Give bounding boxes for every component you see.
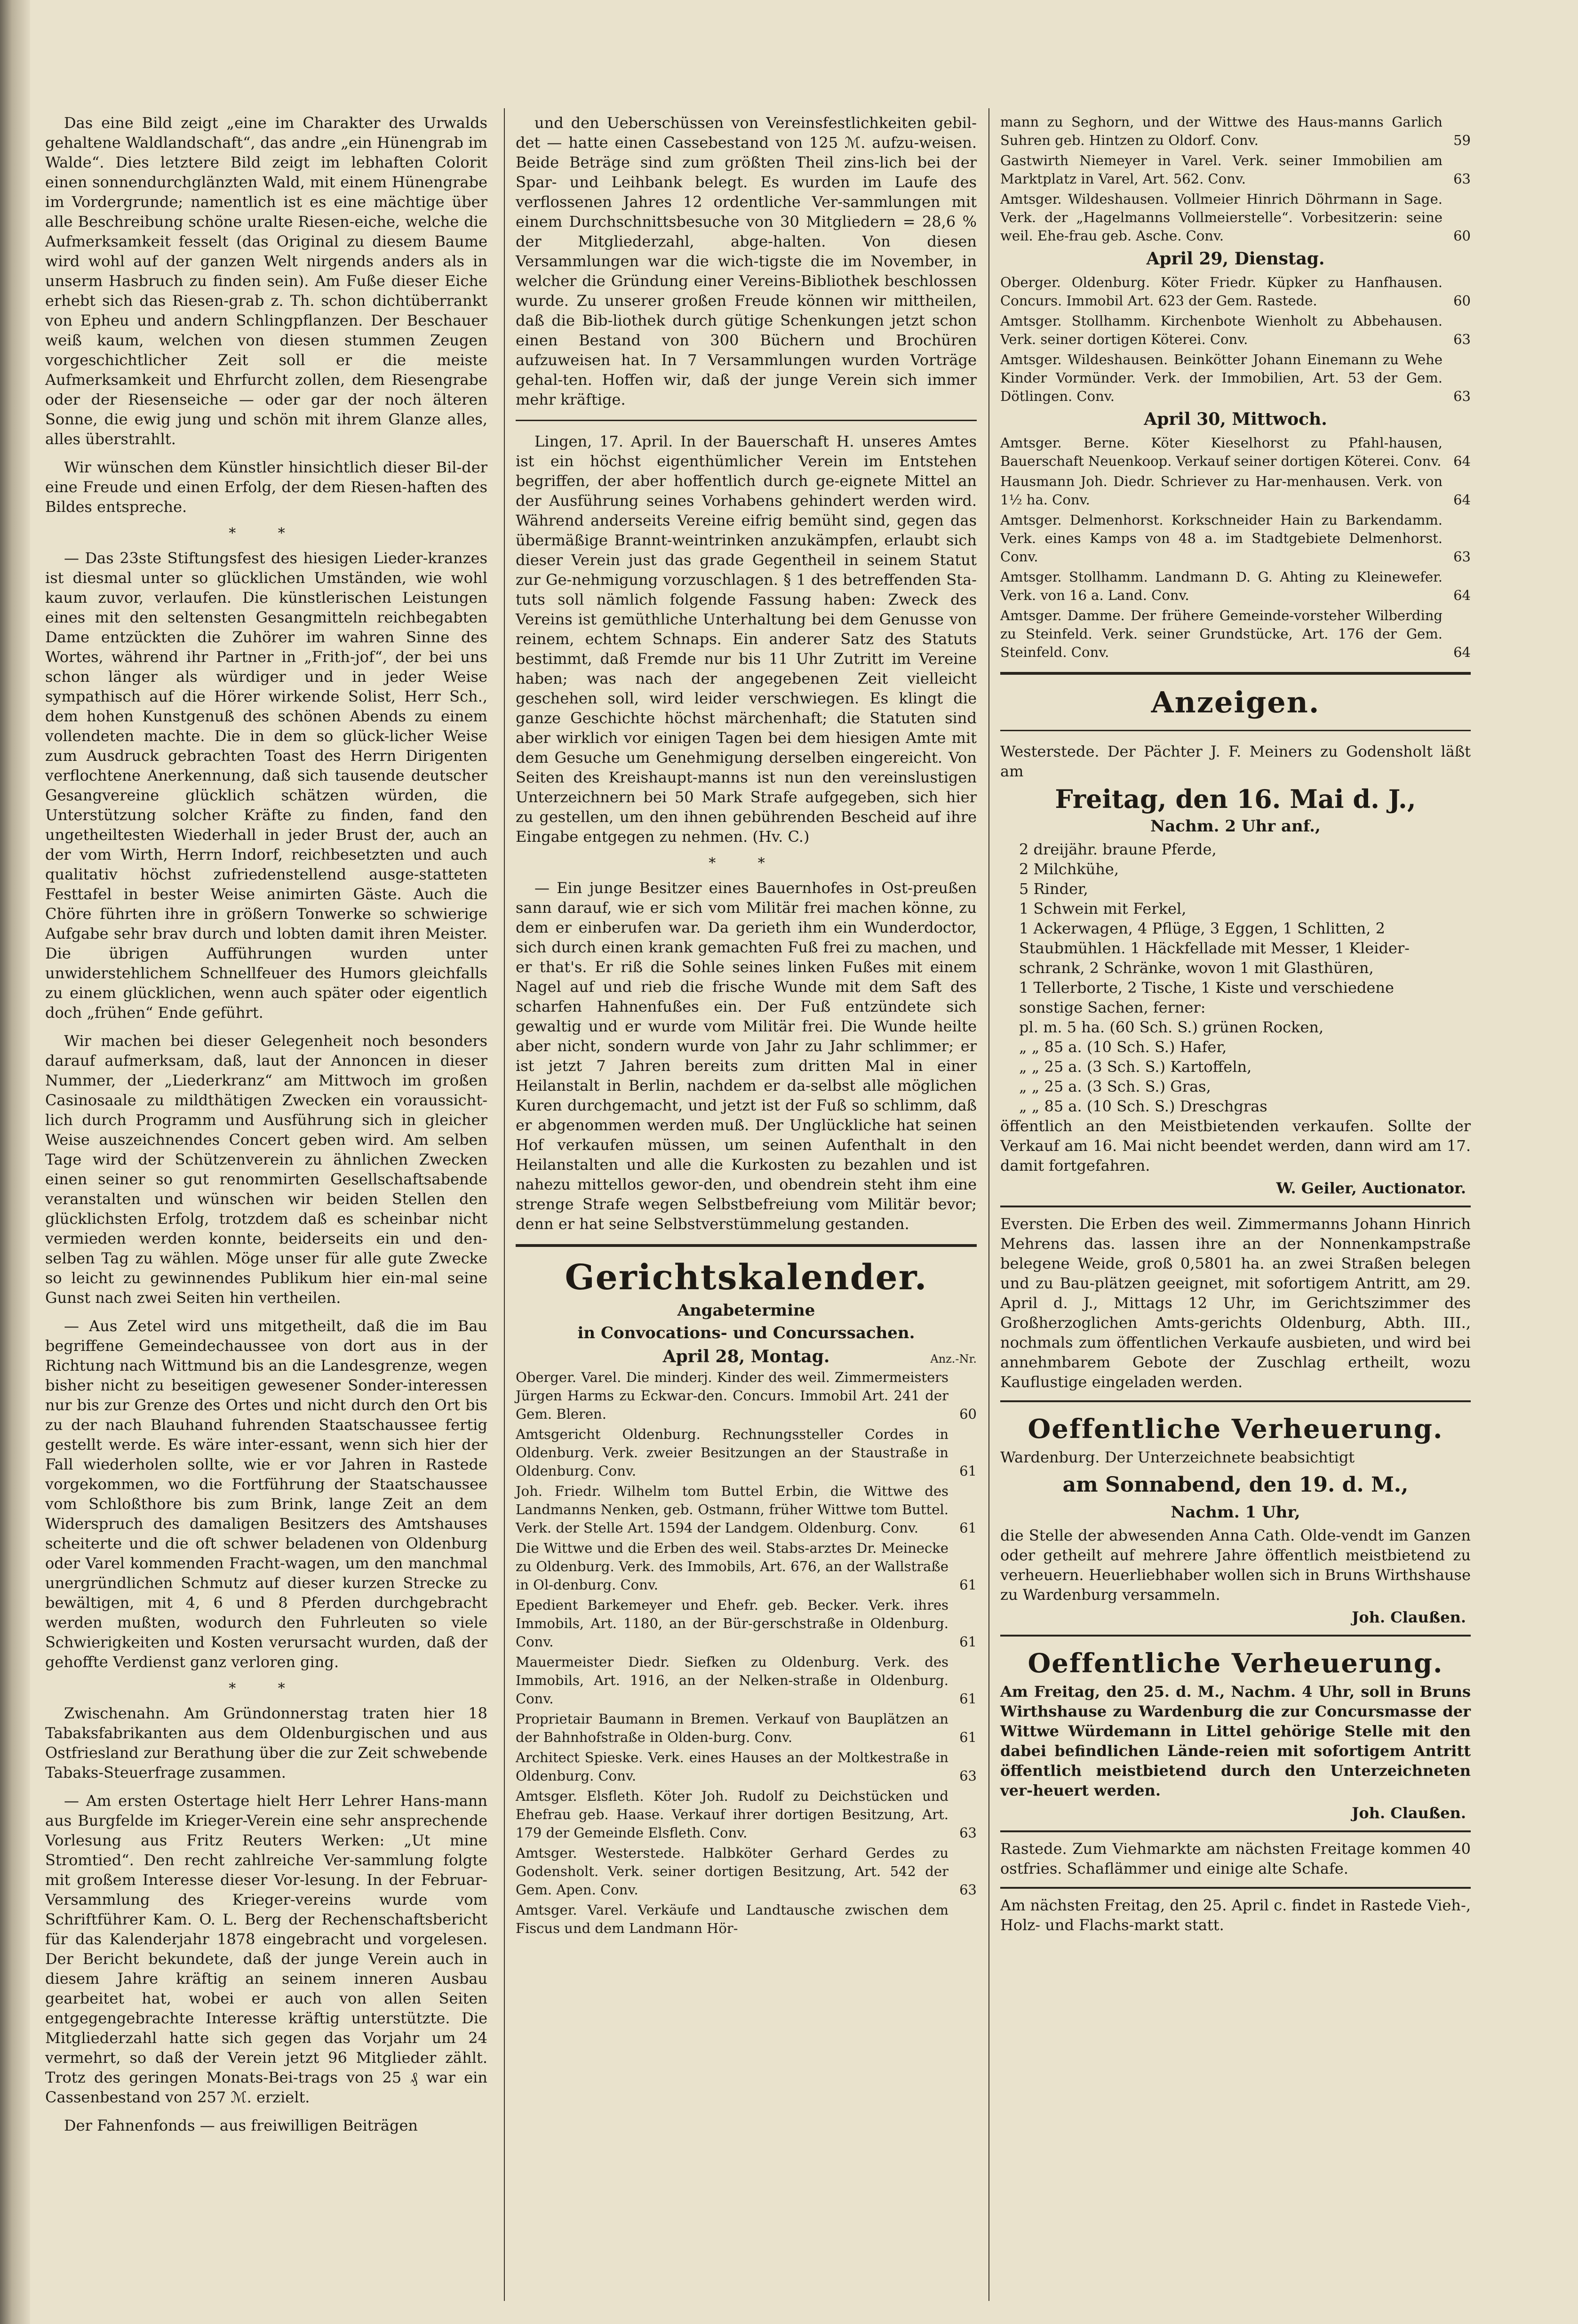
divider (516, 1244, 977, 1247)
entry-number: 61 (959, 1634, 977, 1650)
ad-text: Am Freitag, den 25. d. M., Nachm. 4 Uhr, soll in Bruns Wirthshause zu Wardenburg die zur Concursmasse der Wittwe Würdemann in Littel gehörige Stelle mit den dabei befindlichen Lände-reien mit sofortigem Antritt öffentlich meistbietend durch den Unterzeichneten ver-heuert werden. (1000, 1683, 1471, 1799)
divider (1000, 730, 1471, 731)
article-paragraph: und den Ueberschüssen von Vereinsfestlichkeiten gebil-det — hatte einen Cassebestand von 125 ℳ. aufzu-weisen. Beide Beträge sind zum größten Theil zins-lich bei der Spar- und Leihbank belegt. Es wurden im Laufe des verflossenen Jahres 12 ordentliche Ver-sammlungen mit einem Durchschnittsbesuche von 30 Mitgliedern = 28,6 % der Mitgliederzahl, abge-halten. Von diesen Versammlungen war die wich-tigste die im November, in welcher die Gründung einer Vereins-Bibliothek beschlossen wurde. Zu unserer großen Freude können wir mittheilen, daß die Bib-liothek durch gütige Schenkungen jetzt schon einen Bestand von 300 Büchern und Brochüren aufzuweisen hat. In 7 Versammlungen wurden Vorträge gehal-ten. Hoffen wir, daß der junge Verein sich immer mehr kräftige. (516, 114, 977, 408)
calendar-entry (516, 1482, 977, 1537)
advertisement (1000, 1635, 1471, 1822)
calendar-entry (516, 1710, 977, 1747)
ad-signature: Joh. Claußen. (1352, 1804, 1466, 1822)
calendar-entry (1000, 434, 1471, 471)
ad-date: am Sonnabend, den 19. d. M., (1062, 1473, 1409, 1497)
separator-stars: * * (229, 525, 304, 542)
ad-item: „ „ 25 a. (3 Sch. S.) Kartoffeln, (1019, 1058, 1252, 1076)
ads-title: Anzeigen. (1151, 685, 1320, 719)
ad-item: „ „ 85 a. (10 Sch. S.) Dreschgras (1019, 1097, 1267, 1115)
ad-time: Nachm. 2 Uhr anf., (1150, 817, 1321, 836)
ad-intro: Wardenburg. Der Unterzeichnete beabsichtigt (1000, 1448, 1355, 1466)
ad-text: öffentlich an den Meistbietenden verkaufen. Sollte der Verkauf am 16. Mai nicht beendet werden, dann wird am 17. damit fortgefahren. (1000, 1117, 1471, 1174)
calendar-date: April 29, Dienstag. (1146, 249, 1325, 269)
article-paragraph: — Am ersten Ostertage hielt Herr Lehrer Hans-mann aus Burgfelde im Krieger-Verein eine sehr ansprechende Vorlesung aus Fritz Reuters Werken: „Ut mine Stromtied“. Den recht zahlreiche Ver-sammlung folgte mit großem Interesse dieser Vor-lesung. In der Februar-Versammlung des Krieger-vereins wurde vom Schriftführer Kam. O. L. Berg der Rechenschaftsbericht für das Kalenderjahr 1878 eingebracht und vorgelesen. Der Bericht bekundete, daß der junge Verein auch in diesem Jahre kräftig an seinem inneren Ausbau gearbeitet hat, wobei er auch von allen Seiten entgegengebrachte Interesse kräftig unterstützte. Die Mitgliederzahl hatte sich gegen das Vorjahr um 24 vermehrt, so daß der Verein jetzt 96 Mitglieder zählt. Trotz des geringen Monats-Bei-trags von 25 ₰ war ein Cassenbestand von 257 ℳ. erzielt. (45, 1792, 487, 2106)
entry-number: 64 (1453, 453, 1471, 469)
entry-number: 59 (1453, 132, 1471, 148)
advertisement (1000, 1830, 1471, 1878)
entry-text: Epedient Barkemeyer und Ehefr. geb. Becker. Verk. ihres Immobils, Art. 1180, an der Bür-gerschstraße in Oldenburg. Conv. (516, 1597, 948, 1650)
calendar-entry (516, 1653, 977, 1708)
entry-number: 63 (959, 1768, 977, 1784)
calendar-entry (1000, 312, 1471, 349)
entry-number: 63 (1453, 549, 1471, 565)
newspaper-page (45, 71, 1471, 2310)
entry-text: Amtsger. Westerstede. Halbköter Gerhard Gerdes zu Godensholt. Verk. seiner dortigen Besitzung, Art. 542 der Gem. Apen. Conv. (516, 1845, 948, 1898)
ad-intro: Westerstede. Der Pächter J. F. Meiners zu Godensholt läßt am (1000, 743, 1471, 780)
entry-text: Joh. Friedr. Wilhelm tom Buttel Erbin, die Wittwe des Landmanns Nenken, geb. Ostmann, früher Wittwe tom Buttel. Verk. der Stelle Art. 1594 der Landgem. Oldenburg. Conv. (516, 1483, 948, 1536)
entry-number: 64 (1453, 644, 1471, 660)
ad-item: 2 Milchkühe, (1019, 860, 1119, 878)
entry-number: 60 (1453, 228, 1471, 244)
entry-text: Amtsger. Elsfleth. Köter Joh. Rudolf zu Deichstücken und Ehefrau geb. Haase. Verkauf ihrer dortigen Besitzung, Art. 179 der Gemeinde Elsfleth. Conv. (516, 1788, 948, 1841)
ad-title: Oeffentliche Verheuerung. (1028, 1648, 1443, 1679)
advertisement (1000, 1887, 1471, 1935)
entry-number: 63 (959, 1882, 977, 1898)
calendar-entry (516, 1749, 977, 1785)
calendar-entry (1000, 568, 1471, 605)
entry-text: Hausmann Joh. Diedr. Schriever zu Har-menhausen. Verk. von 1½ ha. Conv. (1000, 473, 1443, 508)
advertisement (1000, 742, 1471, 1197)
entry-text: Amtsger. Stollhamm. Landmann D. G. Ahting zu Kleinewefer. Verk. von 16 a. Land. Conv. (1000, 569, 1443, 603)
entry-text: Amtsger. Varel. Verkäufe und Landtausche zwischen dem Fiscus und dem Landmann Hör- (516, 1902, 948, 1936)
entry-text: Amtsger. Berne. Köter Kieselhorst zu Pfahl-hausen, Bauerschaft Neuenkoop. Verkauf seiner dortigen Köterei. Conv. (1000, 435, 1443, 469)
ad-item: 1 Tellerborte, 2 Tische, 1 Kiste und verschiedene (1019, 979, 1394, 997)
column-2 (516, 113, 977, 1940)
calendar-entry (1000, 190, 1471, 245)
ad-title: Oeffentliche Verheuerung. (1028, 1414, 1443, 1445)
entry-number: 63 (1453, 388, 1471, 404)
calendar-entry (1000, 113, 1471, 150)
ad-item-list (1000, 839, 1471, 1116)
article-paragraph: — Das 23ste Stiftungsfest des hiesigen Lieder-kranzes ist diesmal unter so glücklichen Umständen, wie wohl kaum zuvor, verlaufen. Die künstlerischen Leistungen eines mit den seltensten Gesangmitteln reichbegabten Dame entzückten die Zuhörer im wahren Sinne des Wortes, während ihr Partner in „Frith-jof“, der bei uns schon länger als würdiger und in jeder Weise sympathisch auf die Hörer wirkende Solist, Herr Sch., dem hohen Kunstgenuß des schönen Abends zu einem vollendeten machte. Die in dem so glück-licher Weise zum Ausdruck gebrachten Toast des Herrn Dirigenten verflochtene Anerkennung, daß sich tausende deutscher Gesangvereine glücklich schätzen würden, die Unterstützung solcher Kräfte zu finden, fand den ungetheiltesten Wiederhall in jeder Brust der, auch an der vom Wirth, Herrn Indorf, reichbesetzten und auch qualitativ höchst zufriedenstellend ausge-statteten Festtafel in bester Weise animirten Gäste. Auch die Chöre führten ihre in größern Tonwerke so schwierige Aufgabe sehr brav durch und lobten damit ihren Meister. Die übrigen Aufführungen wurden unter unwiderstehlichem Schnellfeuer des Humors gleichfalls zu einem glücklichen, wenn auch später oder eigentlich doch „frühen“ Ende geführt. (45, 549, 487, 1022)
column-rule (504, 108, 505, 2301)
separator-stars: * * (229, 1680, 304, 1697)
calendar-entry (516, 1901, 977, 1938)
ad-item: 2 dreijähr. braune Pferde, (1019, 840, 1217, 858)
ad-item: sonstige Sachen, ferner: (1019, 998, 1206, 1016)
entry-text: Amtsger. Stollhamm. Kirchenbote Wienholt zu Abbehausen. Verk. seiner dortigen Köterei. Conv. (1000, 313, 1443, 347)
calendar-subtitle: Angabetermine (677, 1301, 815, 1320)
entry-number: 61 (959, 1577, 977, 1593)
calendar-entry (1000, 472, 1471, 509)
entry-number: 60 (959, 1406, 977, 1422)
ad-item: 1 Ackerwagen, 4 Pflüge, 3 Eggen, 1 Schlitten, 2 (1019, 919, 1385, 937)
advertisement (1000, 1206, 1471, 1392)
entry-number: 63 (1453, 331, 1471, 347)
entry-text: Amtsger. Wildeshausen. Vollmeier Hinrich Döhrmann in Sage. Verk. der „Hagelmanns Vollmeierstelle“. Vorbesitzerin: seine weil. Ehe-frau geb. Asche. Conv. (1000, 191, 1443, 244)
article-paragraph: — Aus Zetel wird uns mitgetheilt, daß die im Bau begriffene Gemeindechaussee von dort aus in der Richtung nach Wittmund bis an die Landesgrenze, wegen bisher nicht zu beseitigen gewesener Sonder-interessen nur bis zur Grenze des Ortes und nicht durch den Ort bis zu der nach Blauhand fuhrenden Staatschaussee fertig gestellt werde. Es wäre inter-essant, wenn sich hier der Fall wiederholen sollte, wie er vor Jahren in Rastede vorgekommen, wo die Fortführung der Staatschaussee vom Schloßthore bis zum Brink, lange Zeit an dem Widerspruch des damaligen Besitzers des Amtshauses scheiterte und die oft schwer beladenen von Oldenburg oder Varel kommenden Fracht-wagen, um den manchmal unergründlichen Schmutz auf dieser kurzen Strecke zu bewältigen, mit 4, 6 und 8 Pferden durchgebracht werden mußten, wodurch den Fuhrleuten so viele Schwierigkeiten und Kosten verursacht wurden, daß der gehoffte Verdienst ganz verloren ging. (45, 1317, 487, 1671)
calendar-entry (516, 1425, 977, 1480)
calendar-entry (516, 1539, 977, 1594)
article-paragraph: Lingen, 17. April. In der Bauerschaft H. unseres Amtes ist ein höchst eigenthümlicher Verein im Entstehen begriffen, der aber hoffentlich durch ge-eignete Mittel an der Ausführung seines Vorhabens gehindert werden wird. Während anderseits Vereine eifrig bemüht sind, gegen das übermäßige Brannt-weintrinken anzukämpfen, erlaubt sich dieser Verein just das grade Gegentheil in seinem Statut zur Ge-nehmigung vorzuschlagen. § 1 des betreffenden Sta-tuts soll nämlich folgende Fassung haben: Zweck des Vereins ist gemüthliche Unterhaltung bei dem Genusse von reinem, echtem Schnaps. Ein anderer Satz des Statuts bestimmt, daß Fremde nur bis 11 Uhr Zutritt im Vereine haben; was nach der angegebenen Zeit vielleicht geschehen soll, wird leider verschwiegen. Es klingt die ganze Geschichte höchst märchenhaft; die Statuten sind aber wirklich vor einigen Tagen bei dem hiesigen Amte mit dem Gesuche um Genehmigung derselben eingereicht. Von Seiten des Kreishaupt-manns ist nun den vereinslustigen Unterzeichnern bei 50 Mark Strafe aufgegeben, sich hier zu gestellen, um den ihnen gebührenden Bescheid auf ihre Eingabe entgegen zu nehmen. (Hv. C.) (516, 432, 977, 846)
article-paragraph: Wir machen bei dieser Gelegenheit noch besonders darauf aufmerksam, daß, laut der Annoncen in dieser Nummer, der „Liederkranz“ am Mittwoch im großen Casinosaale zu mildthätigen Zwecken ein voraussicht-lich durch Programm und Ausführung sich in gleicher Weise auszeichnendes Concert geben wird. Am selben Tage wird der Schützenverein zu ähnlichen Zwecken einen seiner so gut renommirten Gesellschaftsabende veranstalten und wünschen wir beiden Stellen den glücklichsten Erfolg, trotzdem daß es scheinbar nicht vermieden werden konnte, beiderseits ein und den-selben Tag zu wählen. Möge unser für alle gute Zwecke so leicht zu gewinnendes Publikum hier ein-mal seine Gunst nach zwei Seiten hin vertheilen. (45, 1032, 487, 1307)
calendar-date: April 30, Mittwoch. (1144, 409, 1327, 429)
article-paragraph: Zwischenahn. Am Gründonnerstag traten hier 18 Tabaksfabrikanten aus dem Oldenburgischen und aus Ostfriesland zur Berathung über die zur Zeit schwebende Tabaks-Steuerfrage zusammen. (45, 1704, 487, 1781)
entry-text: Oberger. Varel. Die minderj. Kinder des weil. Zimmermeisters Jürgen Harms zu Eckwar-den. Concurs. Immobil Art. 241 der Gem. Bleren. (516, 1369, 948, 1422)
column-rule (988, 108, 989, 2301)
entry-number: 64 (1453, 492, 1471, 508)
calendar-date: April 28, Montag. (662, 1347, 830, 1366)
calendar-entry (516, 1787, 977, 1842)
entry-text: Oberger. Oldenburg. Köter Friedr. Küpker zu Hanfhausen. Concurs. Immobil Art. 623 der Gem. Rastede. (1000, 274, 1443, 309)
entry-text: Architect Spieske. Verk. eines Hauses an der Moltkestraße in Oldenburg. Conv. (516, 1749, 948, 1784)
ad-text: Am nächsten Freitag, den 25. April c. findet in Rastede Vieh-, Holz- und Flachs-markt statt. (1000, 1896, 1471, 1934)
ad-item: „ „ 25 a. (3 Sch. S.) Gras, (1019, 1078, 1211, 1095)
entry-number: 61 (959, 1463, 977, 1479)
divider (516, 420, 977, 421)
scan-edge (0, 0, 30, 2324)
entry-text: Amtsgericht Oldenburg. Rechnungssteller Cordes in Oldenburg. Verk. zweier Besitzungen an der Staustraße in Oldenburg. Conv. (516, 1426, 948, 1479)
entry-text: mann zu Seghorn, und der Wittwe des Haus-manns Garlich Suhren geb. Hintzen zu Oldorf. Conv. (1000, 114, 1443, 148)
column-3 (1000, 113, 1471, 1940)
ad-item: Staubmühlen. 1 Häckfellade mit Messer, 1 Kleider- (1019, 939, 1410, 957)
ad-signature: W. Geiler, Auctionator. (1276, 1179, 1466, 1197)
ad-signature: Joh. Claußen. (1352, 1608, 1466, 1626)
entry-number: 61 (959, 1520, 977, 1536)
calendar-entry (1000, 351, 1471, 406)
entry-text: Amtsger. Delmenhorst. Korkschneider Hain zu Barkendamm. Verk. eines Kamps von 48 a. im Stadtgebiete Delmenhorst. Conv. (1000, 512, 1443, 565)
entry-text: Proprietair Baumann in Bremen. Verkauf von Bauplätzen an der Bahnhofstraße in Olden-burg. Conv. (516, 1711, 948, 1745)
entry-number: 63 (1453, 171, 1471, 187)
entry-text: Die Wittwe und die Erben des weil. Stabs-arztes Dr. Meinecke zu Oldenburg. Verk. des Immobils, Art. 676, an der Wallstraße in Ol-denburg. Conv. (516, 1540, 948, 1593)
entry-text: Amtsger. Wildeshausen. Beinkötter Johann Einemann zu Wehe Kinder Vormünder. Verk. der Immobilien, Art. 53 der Gem. Dötlingen. Conv. (1000, 351, 1443, 404)
calendar-entry (1000, 273, 1471, 310)
entry-number: 61 (959, 1691, 977, 1707)
entry-text: Amtsger. Damme. Der frühere Gemeinde-vorsteher Wilberding zu Steinfeld. Verk. seiner Grundstücke, Art. 176 der Gem. Steinfeld. Conv. (1000, 607, 1443, 660)
ad-time: Nachm. 1 Uhr, (1171, 1503, 1300, 1522)
ad-item: pl. m. 5 ha. (60 Sch. S.) grünen Rocken, (1019, 1018, 1324, 1036)
entry-text: Gastwirth Niemeyer in Varel. Verk. seiner Immobilien am Marktplatz in Varel, Art. 562. Conv. (1000, 152, 1443, 187)
ad-text: die Stelle der abwesenden Anna Cath. Olde-vendt im Ganzen oder getheilt auf mehrere Jahre öffentlich meistbietend zu verheuern. Heuerliebhaber wollen sich in Bruns Wirthshause zu Wardenburg versammeln. (1000, 1526, 1471, 1604)
calendar-entry (1000, 152, 1471, 188)
number-column-label: Anz.-Nr. (930, 1352, 977, 1366)
ad-item: schrank, 2 Schränke, wovon 1 mit Glasthüren, (1019, 959, 1374, 977)
ad-text: Eversten. Die Erben des weil. Zimmermanns Johann Hinrich Mehrens das. lassen ihre an der Nonnenkampstraße belegene Weide, groß 0,5801 ha. an zwei Straßen belegen und zu Bau-plätzen geeignet, mit sofortigem Antritt, am 29. April d. J., Mittags 12 Uhr, im Gerichtszimmer des Großherzoglichen Amts-gerichts Oldenburg, Abth. III., nochmals zum öffentlichen Verkaufe ausbieten, und wird bei annehmbarem Gebote der Zuschlag ertheilt, wozu Kauflustige eingeladen werden. (1000, 1215, 1471, 1391)
ad-item: 1 Schwein mit Ferkel, (1019, 900, 1187, 918)
entry-number: 63 (959, 1825, 977, 1841)
calendar-entry (516, 1596, 977, 1651)
ad-text: Rastede. Zum Viehmarkte am nächsten Freitage kommen 40 ostfries. Schaflämmer und einige alte Schafe. (1000, 1840, 1471, 1877)
separator-stars: * * (709, 855, 784, 871)
calendar-subtitle: in Convocations- und Concurssachen. (577, 1324, 915, 1342)
advertisement (1000, 1400, 1471, 1626)
article-paragraph: — Ein junge Besitzer eines Bauernhofes in Ost-preußen sann darauf, wie er sich vom Militär frei machen könne, zu dem er einberufen war. Da gerieth ihm ein Wunderdoctor, sich durch einen krank gemachten Fuß frei zu machen, und er that's. Er riß die Sohle seines linken Fußes mit einem Nagel auf und rieb die frische Wunde mit dem Saft des scharfen Hahnenfußes ein. Der Fuß entzündete sich gewaltig und er wurde vom Militär frei. Die Wunde heilte aber nicht, sondern wurde von Jahr zu Jahr schlimmer; er ist jetzt 7 Jahren bereits zum dritten Mal in einer Heilanstalt in Berlin, nachdem er da-selbst alle möglichen Kuren durchgemacht, und jetzt ist der Fuß so schlimm, daß er abgenommen werden muß. Der Unglückliche hat seinen Hof verkaufen müssen, um seinen Aufenthalt in den Heilanstalten und alle die Kurkosten zu bezahlen und ist nahezu mittellos gewor-den, und obendrein steht ihm eine strenge Strafe wegen Selbstbefreiung vom Militär bevor; denn er hat seine Selbstverstümmelung gestanden. (516, 879, 977, 1233)
calendar-entry (1000, 607, 1471, 662)
article-paragraph: Der Fahnenfonds — aus freiwilligen Beiträgen (64, 2116, 418, 2134)
calendar-entry (516, 1844, 977, 1899)
ad-date: Freitag, den 16. Mai d. J., (1055, 784, 1416, 814)
court-calendar (516, 1257, 977, 1938)
entry-number: 60 (1453, 293, 1471, 309)
ad-item: „ „ 85 a. (10 Sch. S.) Hafer, (1019, 1038, 1227, 1056)
divider (1000, 672, 1471, 675)
entry-text: Mauermeister Diedr. Siefken zu Oldenburg. Verk. des Immobils, Art. 1916, an der Nelken-straße in Oldenburg. Conv. (516, 1654, 948, 1707)
article-paragraph: Das eine Bild zeigt „eine im Charakter des Urwalds gehaltene Waldlandschaft“, das andre „ein Hünengrab im Walde“. Dies letztere Bild zeigt im lebhaften Colorit einen sonnendurchglänzten Wald, mit einem Hünengrabe im Vordergrunde; namentlich ist es eine mächtige über alle Beschreibung schöne uralte Riesen-eiche, welche die Aufmerksamkeit fesselt (das Original zu diesem Baume wird wohl auf der ganzen Welt nirgends anders als in unserm Hasbruch zu finden sein). Am Fuße dieser Eiche erhebt sich das Riesen-grab z. Th. schon dichtüberrankt von Epheu und andern Schlingpflanzen. Der Beschauer weiß kaum, welchen von diesen stummen Zeugen vorgeschichtlicher Zeit soll er die meiste Aufmerksamkeit und Ehrfurcht zollen, dem Riesengrabe oder der Riesenseiche — oder gar der noch älteren Sonne, die ewig jung und schön mit ihrem Glanze alles, alles überstrahlt. (45, 114, 487, 448)
calendar-entry (1000, 511, 1471, 566)
calendar-title: Gerichtskalender. (565, 1257, 928, 1298)
entry-number: 61 (959, 1729, 977, 1745)
column-1 (45, 113, 487, 2144)
article-paragraph: Wir wünschen dem Künstler hinsichtlich dieser Bil-der eine Freude und einen Erfolg, der dem Riesen-haften des Bildes entspreche. (45, 458, 487, 516)
entry-number: 64 (1453, 587, 1471, 603)
calendar-entry (516, 1368, 977, 1423)
ad-item: 5 Rinder, (1019, 880, 1088, 898)
